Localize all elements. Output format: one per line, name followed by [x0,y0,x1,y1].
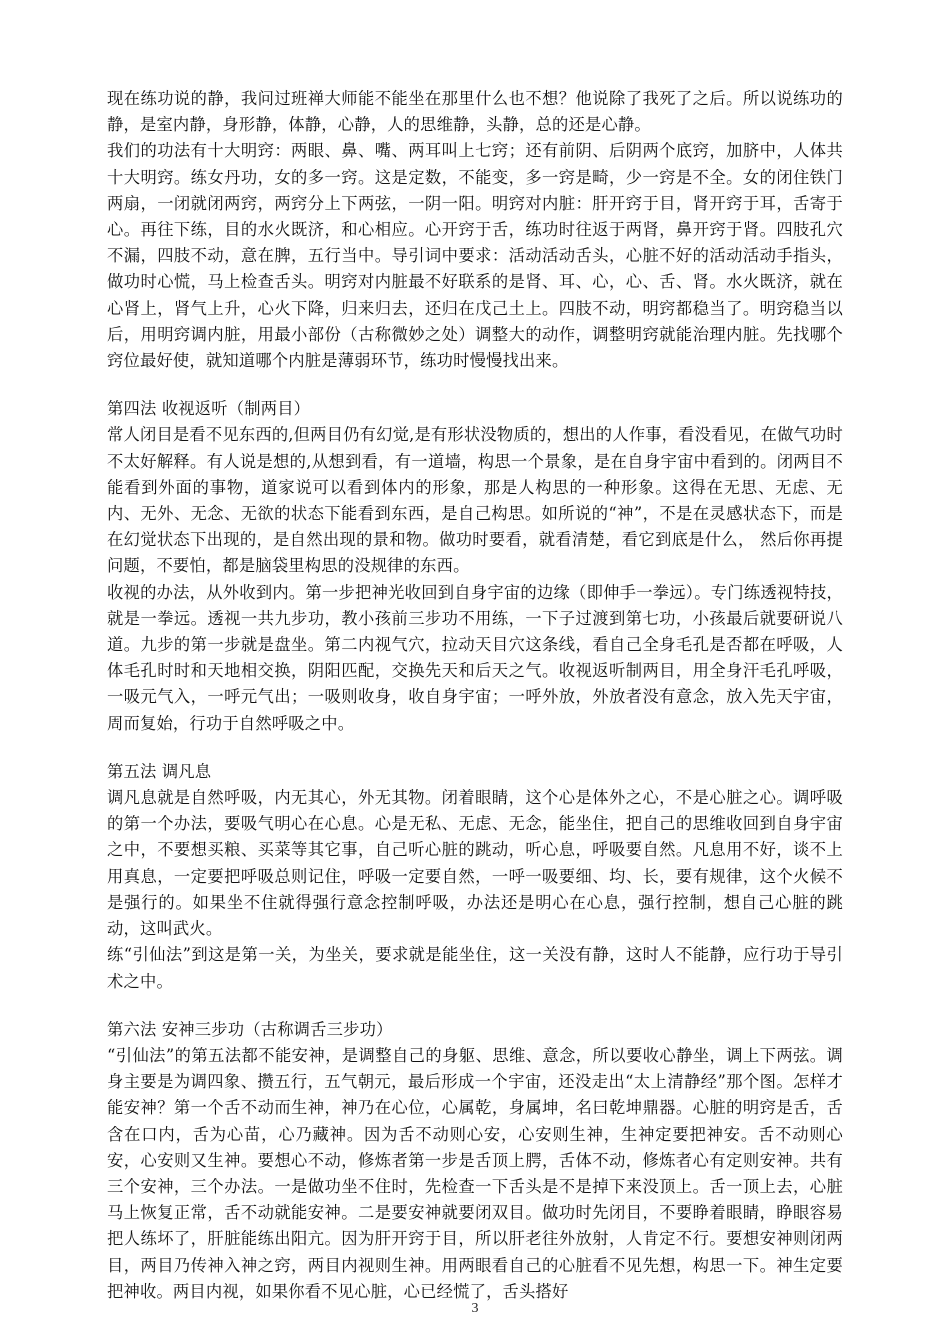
section-method-6 [107,1017,843,1305]
paragraph: 收视的办法，从外收到内。第一步把神光收回到自身宇宙的边缘（即伸手一拳远）。专门练透视特技，就是一拳远。透视一共九步功，教小孩前三步功不用练，一下子过渡到第七功，小孩最后就要研说八道。九步的第一步就是盘坐。第二内视气穴，拉动天目穴这条线，看自己全身毛孔是否都在呼吸，人体毛孔时时和天地相交换，阴阳匹配，交换先天和后天之气。收视返听制两目，用全身汗毛孔呼吸，一吸元气入，一呼元气出；一吸则收身，收自身宇宙；一呼外放，外放者没有意念，放入先天宇宙，周而复始，行功于自然呼吸之中。 [107,582,843,733]
paragraph: 练“引仙法”到这是第一关，为坐关，要求就是能坐住，这一关没有静，这时人不能静，应行功于导引术之中。 [107,945,843,991]
paragraph: 我们的功法有十大明窍：两眼、鼻、嘴、两耳叫上七窍；还有前阴、后阴两个底窍，加脐中，人体共十大明窍。练女丹功，女的多一窍。这是定数，不能变，多一窍是畸，少一窍是不全。女的闭住铁门两扇，一闭就闭两窍，两窍分上下两弦，一阴一阳。明窍对内脏：肝开窍于目，肾开窍于耳，舌寄于心。再往下练，目的水火既济，和心相应。心开窍于舌，练功时往返于两肾，鼻开窍于肾。四肢孔穴不漏，四肢不动，意在脾，五行当中。导引词中要求：活动活动舌头，心脏不好的活动活动手指头，做功时心慌，马上检查舌头。明窍对内脏最不好联系的是肾、耳、心，心、舌、肾。水火既济，就在心肾上，肾气上升，心火下降，归来归去，还归在戊己土上。四肢不动，明窍都稳当了。明窍稳当以后，用明窍调内脏，用最小部份（古称微妙之处）调整大的动作，调整明窍就能治理内脏。先找哪个窍位最好使，就知道哪个内脏是薄弱环节，练功时慢慢找出来。 [107,141,843,371]
page-number: 3 [471,1301,479,1316]
section-heading: 第四法 收视返听（制两目） [107,399,311,419]
section-heading: 第六法 安神三步功（古称调舌三步功） [107,1019,393,1039]
paragraph: 现在练功说的静，我问过班禅大师能不能坐在那里什么也不想？他说除了我死了之后。所以说练功的静，是室内静，身形静，体静，心静，人的思维静，头静，总的还是心静。 [107,89,843,135]
paragraph: “引仙法”的第五法都不能安神，是调整自己的身躯、思维、意念，所以要收心静坐，调上下两弦。调身主要是为调四象、攒五行，五气朝元，最后形成一个宇宙，还没走出“太上清静经”那个图。怎样才能安神？第一个舌不动而生神，神乃在心位，心属乾，身属坤，名曰乾坤鼎器。心脏的明窍是舌，舌含在口内，舌为心苗，心乃藏神。因为舌不动则心安，心安则生神，生神定要把神安。舌不动则心安，心安则又生神。要想心不动，修炼者第一步是舌顶上腭，舌体不动，修炼者心有定则安神。共有三个安神，三个办法。一是做功坐不住时，先检查一下舌头是不是掉下来没顶上。舌一顶上去，心脏马上恢复正常，舌不动就能安神。二是要安神就要闭双目。做功时先闭目，不要睁着眼睛，睁眼容易把人练坏了，肝脏能练出阳亢。因为肝开窍于目，所以肝老往外放射，人肯定不行。要想安神则闭两目，两目乃传神入神之窍，两目内视则生神。用两眼看自己的心脏看不见先想，构思一下。神生定要把神收。两目内视，如果你看不见心脏，心已经慌了，舌头搭好 [107,1045,843,1301]
section-method-5 [107,759,843,995]
section-method-4 [107,396,843,737]
page-body [107,86,843,1305]
paragraph: 调凡息就是自然呼吸，内无其心，外无其物。闭着眼睛，这个心是体外之心，不是心脏之心。调呼吸的第一个办法，要吸气明心在心息。心是无私、无虑、无念，能坐住，把自己的思维收回到自身宇宙之中，不要想买粮、买菜等其它事，自己听心脏的跳动，听心息，呼吸要自然。凡息用不好，谈不上用真息，一定要把呼吸总则记住，呼吸一定要自然，一呼一吸要细、均、长，要有规律，这个火候不是强行的。如果坐不住就得强行意念控制呼吸，办法还是明心在心息，强行控制，想自己心脏的跳动，这叫武火。 [107,788,843,939]
paragraph: 常人闭目是看不见东西的,但两目仍有幻觉,是有形状没物质的，想出的人作事，看没看见，在做气功时不太好解释。有人说是想的,从想到看，有一道墙，构思一个景象，是在自身宇宙中看到的。闭两目不能看到外面的事物，道家说可以看到体内的形象，那是人构思的一种形象。这得在无思、无虑、无内、无外、无念、无欲的状态下能看到东西，是自己构思。如所说的“神”，不是在灵感状态下，而是在幻觉状态下出现的，是自然出现的景和物。做功时要看，就看清楚，看它到底是什么， 然后你再提问题，不要怕，都是脑袋里构思的没规律的东西。 [107,425,843,576]
section-heading: 第五法 调凡息 [107,761,212,781]
